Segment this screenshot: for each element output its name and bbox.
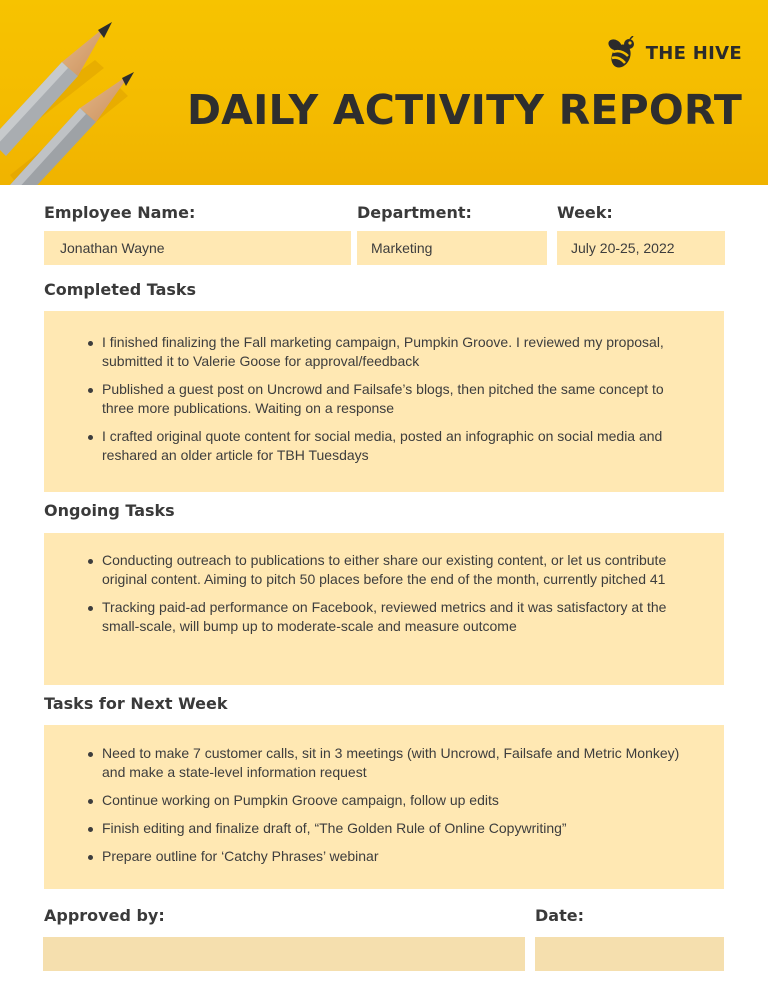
employee-name-field[interactable]: Jonathan Wayne	[44, 231, 351, 265]
bullet-icon	[88, 559, 93, 564]
list-item-text: Published a guest post on Uncrowd and Failsafe’s blogs, then pitched the same concept to three more publications. Waiting on a response	[102, 381, 664, 416]
completed-tasks-list	[44, 333, 724, 465]
list-item-text: Finish editing and finalize draft of, “The Golden Rule of Online Copywriting”	[102, 820, 567, 836]
bullet-icon	[88, 435, 93, 440]
list-item-text: Continue working on Pumpkin Groove campaign, follow up edits	[102, 792, 499, 808]
bullet-icon	[88, 855, 93, 860]
bullet-icon	[88, 341, 93, 346]
list-item-text: I finished finalizing the Fall marketing campaign, Pumpkin Groove. I reviewed my proposal, submitted it to Valerie Goose for approval/feedback	[102, 334, 664, 369]
next-week-tasks-list	[44, 744, 724, 866]
list-item-text: Need to make 7 customer calls, sit in 3 meetings (with Uncrowd, Failsafe and Metric Monkey) and make a state-level information request	[102, 745, 680, 780]
bullet-icon	[88, 606, 93, 611]
completed-tasks-box[interactable]	[44, 311, 724, 492]
completed-tasks-heading: Completed Tasks	[44, 280, 197, 299]
list-item	[44, 551, 724, 589]
date-field[interactable]	[535, 937, 724, 971]
next-week-tasks-heading: Tasks for Next Week	[44, 694, 228, 713]
week-label: Week:	[557, 203, 613, 222]
bullet-icon	[88, 752, 93, 757]
list-item	[44, 333, 724, 371]
page-title: DAILY ACTIVITY REPORT	[186, 86, 742, 134]
employee-name-label: Employee Name:	[44, 203, 196, 222]
bee-icon	[606, 36, 638, 70]
ongoing-tasks-box[interactable]	[44, 533, 724, 685]
list-item-text: Tracking paid-ad performance on Facebook, reviewed metrics and it was satisfactory at the small-scale, will bump up to moderate-scale and measure outcome	[102, 599, 667, 634]
bullet-icon	[88, 388, 93, 393]
list-item	[44, 819, 724, 838]
list-item-text: Prepare outline for ‘Catchy Phrases’ webinar	[102, 848, 379, 864]
pencils-image	[0, 0, 200, 185]
department-field[interactable]: Marketing	[357, 231, 547, 265]
bullet-icon	[88, 799, 93, 804]
date-label: Date:	[535, 906, 584, 925]
next-week-tasks-box[interactable]	[44, 725, 724, 889]
brand-name: THE HIVE	[645, 42, 742, 64]
brand-logo-group	[606, 36, 742, 70]
list-item	[44, 744, 724, 782]
list-item	[44, 380, 724, 418]
list-item	[44, 427, 724, 465]
list-item	[44, 791, 724, 810]
bullet-icon	[88, 827, 93, 832]
approved-by-label: Approved by:	[44, 906, 165, 925]
list-item	[44, 598, 724, 636]
list-item-text: Conducting outreach to publications to either share our existing content, or let us contribute original content. Aiming to pitch 50 places before the end of the month, currently pitched 41	[102, 552, 667, 587]
list-item-text: I crafted original quote content for social media, posted an infographic on social media and reshared an older article for TBH Tuesdays	[102, 428, 663, 463]
department-label: Department:	[357, 203, 472, 222]
header-banner	[0, 0, 768, 185]
ongoing-tasks-list	[44, 551, 724, 636]
week-field[interactable]: July 20-25, 2022	[557, 231, 725, 265]
list-item	[44, 847, 724, 866]
ongoing-tasks-heading: Ongoing Tasks	[44, 501, 175, 520]
approved-by-field[interactable]	[43, 937, 525, 971]
